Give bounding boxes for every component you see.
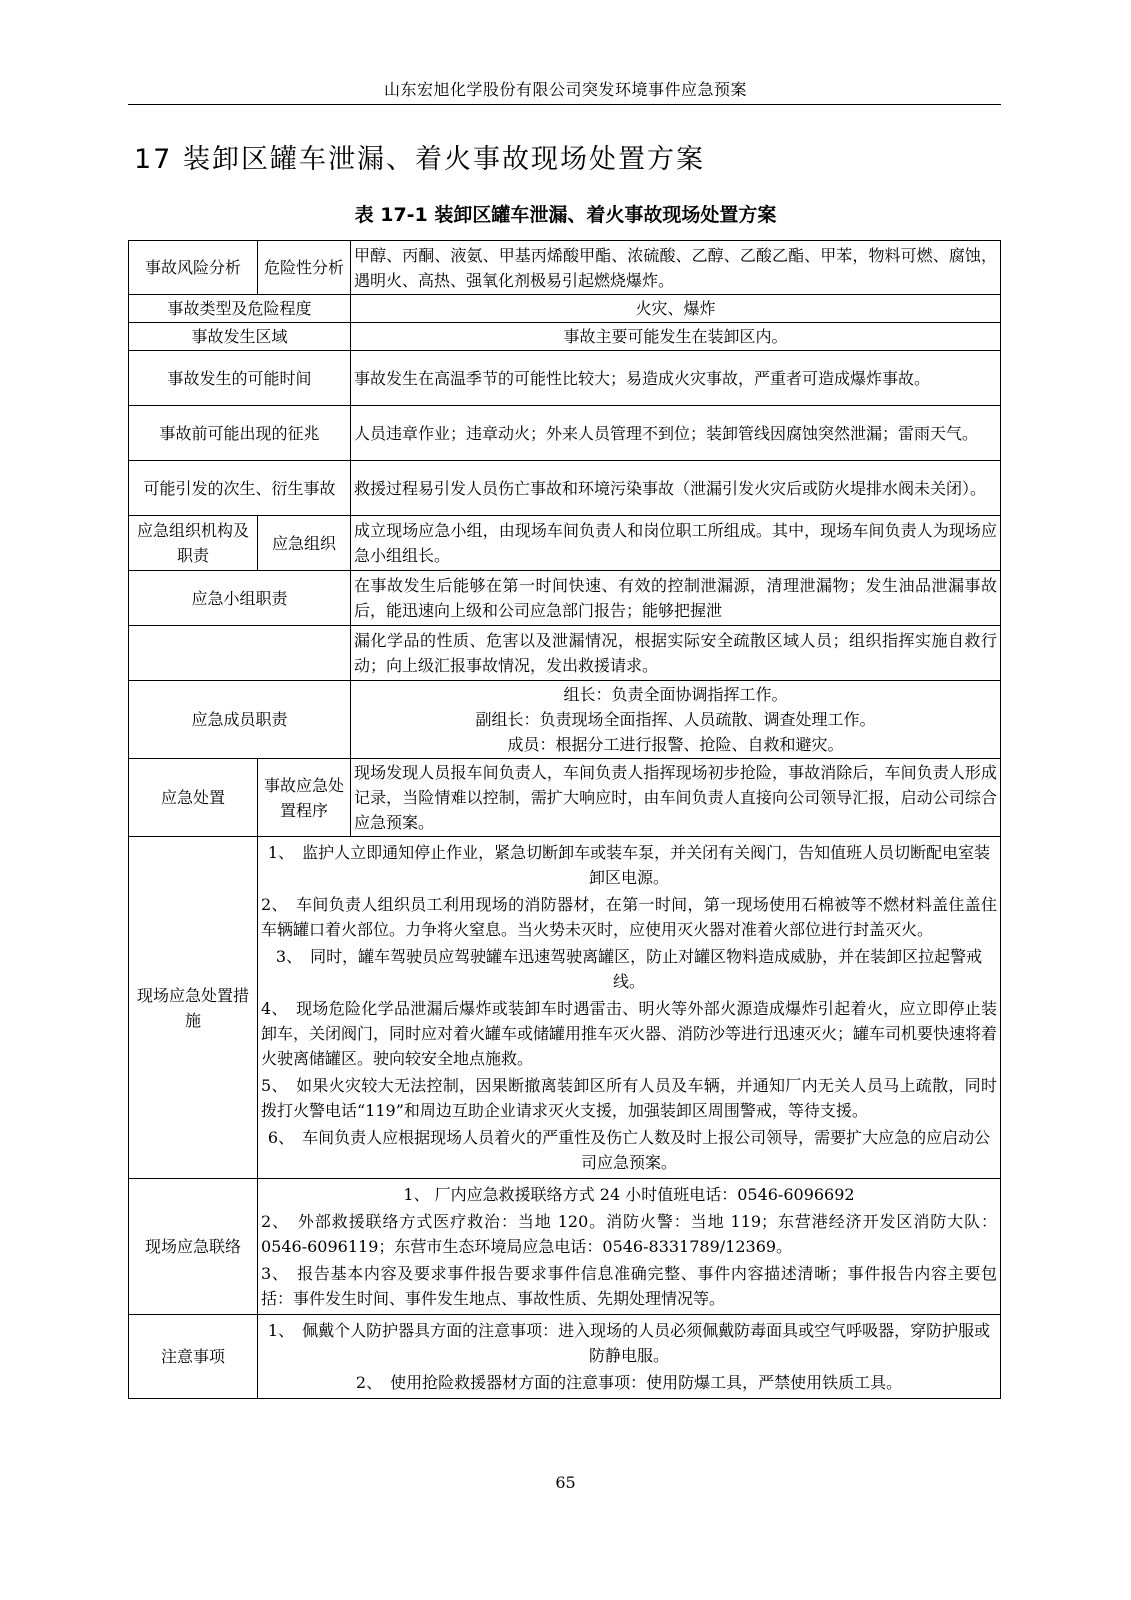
contact-item: 1、 厂内应急救援联络方式 24 小时值班电话：0546-6096692 bbox=[403, 1185, 855, 1204]
table-row bbox=[129, 759, 1001, 837]
secondary-accidents-content: 救援过程易引发人员伤亡事故和环境污染事故（泄漏引发火灾后或防火堤排水阀未关闭）。 bbox=[351, 461, 1001, 516]
member-duty-line: 成员：根据分工进行报警、抢险、自救和避灾。 bbox=[507, 735, 844, 754]
team-duties-label: 应急小组职责 bbox=[129, 571, 351, 626]
member-duty-line: 组长：负责全面协调指挥工作。 bbox=[563, 685, 788, 704]
page-header: 山东宏旭化学股份有限公司突发环境事件应急预案 bbox=[383, 80, 747, 99]
response-label: 应急处置 bbox=[129, 759, 258, 837]
member-duties-label: 应急成员职责 bbox=[129, 681, 351, 759]
table-row bbox=[129, 351, 1001, 406]
table-row bbox=[129, 837, 1001, 1179]
page-number: 65 bbox=[555, 1473, 576, 1492]
member-duties-content bbox=[351, 681, 1001, 759]
organization-content: 成立现场应急小组，由现场车间负责人和岗位职工所组成。其中，现场车间负责人为现场应急小组组长。 bbox=[351, 516, 1001, 571]
table-row bbox=[129, 1179, 1001, 1315]
response-plan-table bbox=[128, 240, 1001, 1399]
table-caption: 表 17-1 装卸区罐车泄漏、着火事故现场处置方案 bbox=[354, 204, 777, 226]
accident-type-content: 火灾、爆炸 bbox=[351, 295, 1001, 323]
response-sublabel: 事故应急处置程序 bbox=[258, 759, 351, 837]
contact-item: 2、 外部救援联络方式医疗救治：当地 120。消防火警：当地 119；东营港经济开发区消防大队：0546-6096119；东营市生态环境局应急电话：0546-8331789/12369。 bbox=[261, 1212, 997, 1256]
notes-content bbox=[258, 1315, 1001, 1399]
measure-item: 3、 同时，罐车驾驶员应驾驶罐车迅速驾驶离罐区，防止对罐区物料造成威胁，并在装卸区拉起警戒线。 bbox=[275, 947, 983, 991]
contact-content bbox=[258, 1179, 1001, 1315]
table-row bbox=[129, 323, 1001, 351]
table-row bbox=[129, 1315, 1001, 1399]
measure-item: 2、 车间负责人组织员工利用现场的消防器材，在第一时间，第一现场使用石棉被等不燃材料盖住盖住车辆罐口着火部位。力争将火窒息。当火势未灭时，应使用灭火器对准着火部位进行封盖灭火。 bbox=[261, 895, 997, 939]
possible-time-content: 事故发生在高温季节的可能性比较大；易造成火灾事故，严重者可造成爆炸事故。 bbox=[351, 351, 1001, 406]
note-item: 1、 佩戴个人防护器具方面的注意事项：进入现场的人员必须佩戴防毒面具或空气呼吸器，穿防护服或防静电服。 bbox=[267, 1321, 991, 1365]
member-duty-line: 副组长：负责现场全面指挥、人员疏散、调查处理工作。 bbox=[475, 710, 876, 729]
note-item: 2、 使用抢险救援器材方面的注意事项：使用防爆工具，严禁使用铁质工具。 bbox=[355, 1373, 903, 1392]
chapter-title: 17 装卸区罐车泄漏、着火事故现场处置方案 bbox=[134, 144, 705, 175]
team-duties-content: 在事故发生后能够在第一时间快速、有效的控制泄漏源，清理泄漏物；发生油品泄漏事故后，能迅速向上级和公司应急部门报告；能够把握泄 bbox=[351, 571, 1001, 626]
table-row bbox=[129, 461, 1001, 516]
precursors-label: 事故前可能出现的征兆 bbox=[129, 406, 351, 461]
table-row bbox=[129, 571, 1001, 626]
risk-analysis-sublabel: 危险性分析 bbox=[258, 241, 351, 295]
team-duties-continued-empty bbox=[129, 626, 351, 681]
table-row bbox=[129, 516, 1001, 571]
organization-label: 应急组织机构及职责 bbox=[129, 516, 258, 571]
measure-item: 5、 如果火灾较大无法控制，因果断撤离装卸区所有人员及车辆，并通知厂内无关人员马上疏散，同时拨打火警电话“119”和周边互助企业请求灭火支援，加强装卸区周围警戒，等待支援。 bbox=[261, 1076, 997, 1120]
table-row bbox=[129, 626, 1001, 681]
onsite-measures-label: 现场应急处置措施 bbox=[129, 837, 258, 1179]
table-row bbox=[129, 241, 1001, 295]
accident-area-content: 事故主要可能发生在装卸区内。 bbox=[351, 323, 1001, 351]
risk-analysis-content: 甲醇、丙酮、液氨、甲基丙烯酸甲酯、浓硫酸、乙醇、乙酸乙酯、甲苯，物料可燃、腐蚀，遇明火、高热、强氧化剂极易引起燃烧爆炸。 bbox=[351, 241, 1001, 295]
measure-item: 4、 现场危险化学品泄漏后爆炸或装卸车时遇雷击、明火等外部火源造成爆炸引起着火，应立即停止装卸车，关闭阀门，同时应对着火罐车或储罐用推车灭火器、消防沙等进行迅速灭火；罐车司机要快速将着火驶离储罐区。驶向较安全地点施救。 bbox=[261, 999, 998, 1068]
team-duties-content-continued: 漏化学品的性质、危害以及泄漏情况，根据实际安全疏散区域人员；组织指挥实施自救行动；向上级汇报事故情况，发出救援请求。 bbox=[351, 626, 1001, 681]
accident-type-label: 事故类型及危险程度 bbox=[129, 295, 351, 323]
table-row bbox=[129, 681, 1001, 759]
risk-analysis-label: 事故风险分析 bbox=[129, 241, 258, 295]
precursors-content: 人员违章作业；违章动火；外来人员管理不到位；装卸管线因腐蚀突然泄漏；雷雨天气。 bbox=[351, 406, 1001, 461]
notes-label: 注意事项 bbox=[129, 1315, 258, 1399]
secondary-accidents-label: 可能引发的次生、衍生事故 bbox=[129, 461, 351, 516]
organization-sublabel: 应急组织 bbox=[258, 516, 351, 571]
header-divider bbox=[128, 104, 1001, 105]
table-row bbox=[129, 295, 1001, 323]
measure-item: 6、 车间负责人应根据现场人员着火的严重性及伤亡人数及时上报公司领导，需要扩大应急的应启动公司应急预案。 bbox=[267, 1128, 991, 1172]
contact-label: 现场应急联络 bbox=[129, 1179, 258, 1315]
accident-area-label: 事故发生区域 bbox=[129, 323, 351, 351]
contact-item: 3、 报告基本内容及要求事件报告要求事件信息准确完整、事件内容描述清晰；事件报告内容主要包括：事件发生时间、事件发生地点、事故性质、先期处理情况等。 bbox=[261, 1264, 997, 1308]
possible-time-label: 事故发生的可能时间 bbox=[129, 351, 351, 406]
table-row bbox=[129, 406, 1001, 461]
onsite-measures-content bbox=[258, 837, 1001, 1179]
measure-item: 1、 监护人立即通知停止作业，紧急切断卸车或装车泵，并关闭有关阀门，告知值班人员切断配电室装卸区电源。 bbox=[267, 843, 991, 887]
response-content: 现场发现人员报车间负责人，车间负责人指挥现场初步抢险，事故消除后，车间负责人形成记录，当险情难以控制，需扩大响应时，由车间负责人直接向公司领导汇报，启动公司综合应急预案。 bbox=[351, 759, 1001, 837]
